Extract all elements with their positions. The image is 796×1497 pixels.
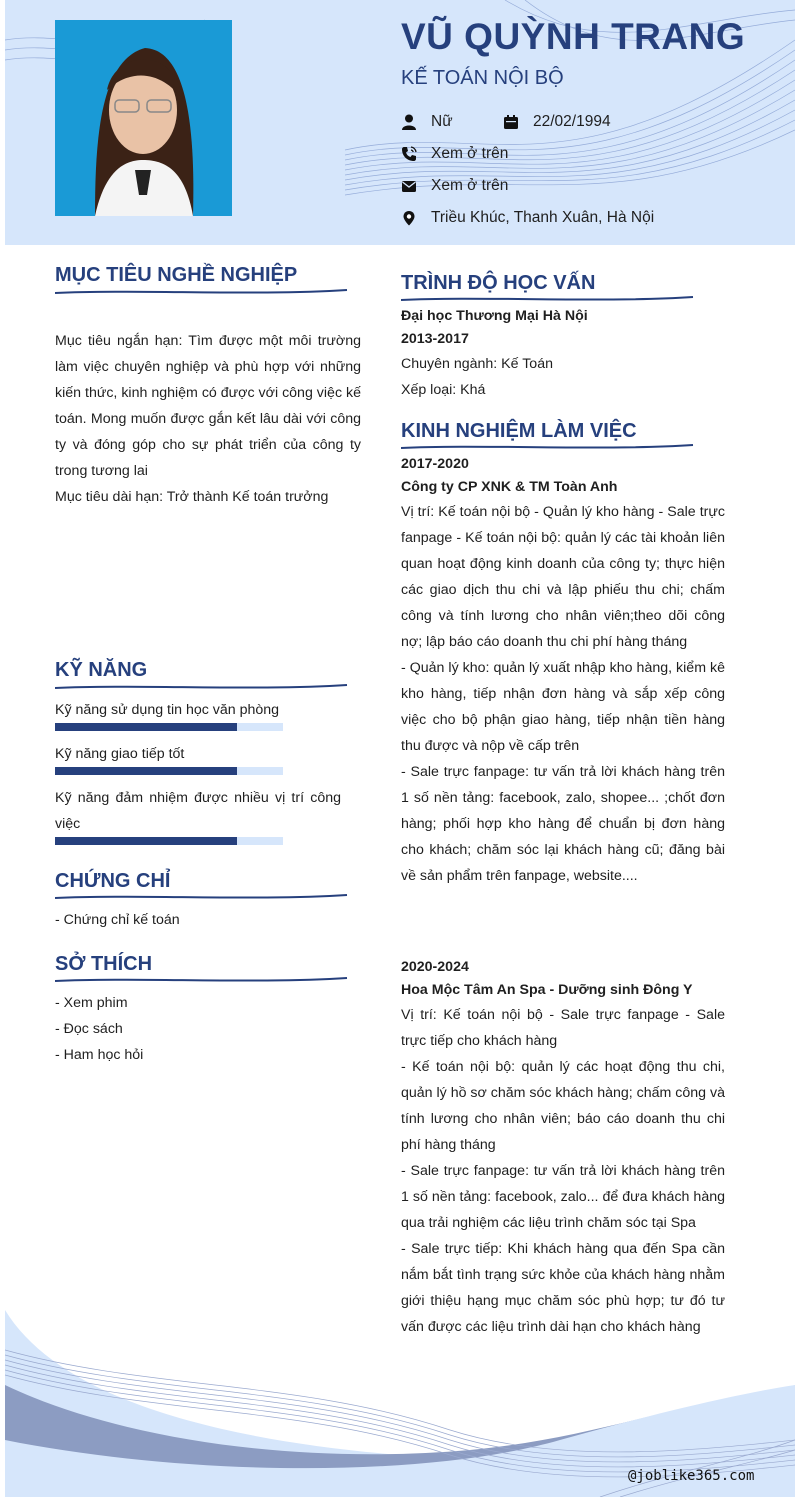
experience-heading: KINH NGHIỆM LÀM VIỆC [401, 420, 637, 442]
job-period: 2020-2024 [401, 959, 469, 975]
skill-label: Kỹ năng giao tiếp tốt [55, 746, 185, 762]
hobbies-heading: SỞ THÍCH [55, 953, 153, 975]
skill-bar-fill [55, 723, 237, 731]
job-detail: Vị trí: Kế toán nội bộ - Quản lý kho hàng - Sale trực fanpage - Kế toán nội bộ: quản lý các tài khoản liên quan hoạt động kinh doanh của công ty; thực hiện các giao dịch thu chi và lập phiếu thu chi; chấm công và tính lương cho nhân viên;theo dõi công nợ; lập báo cáo doanh thu chi phí hàng tháng [401, 504, 725, 650]
location-pin-icon [401, 210, 417, 226]
person-icon [401, 114, 417, 130]
candidate-name: VŨ QUỲNH TRANG [401, 16, 746, 57]
gender-row [401, 113, 453, 131]
gender-value: Nữ [431, 113, 453, 130]
hobby-item: - Xem phim [55, 995, 128, 1011]
phone-row [401, 145, 508, 163]
education-period: 2013-2017 [401, 331, 469, 347]
job-company: Công ty CP XNK & TM Toàn Anh [401, 479, 618, 495]
address-row [401, 209, 654, 227]
job-detail: - Kế toán nội bộ: quản lý các hoạt động thu chi, quản lý hồ sơ chăm sóc khách hàng; chấm công và tính lương cho nhân viên; báo cáo doanh thu chi phí hàng tháng [401, 1059, 725, 1153]
hobbies-heading-underline [55, 975, 350, 985]
footer-wave-decoration [0, 1290, 796, 1497]
skills-heading: KỸ NĂNG [55, 659, 148, 681]
experience-heading-underline [401, 442, 696, 452]
skill-label: Kỹ năng sử dụng tin học văn phòng [55, 702, 280, 718]
job-company: Hoa Mộc Tâm An Spa - Dưỡng sinh Đông Y [401, 982, 693, 998]
watermark: @joblike365.com [628, 1468, 755, 1484]
certificates-heading-underline [55, 892, 350, 902]
hobby-item: - Ham học hỏi [55, 1047, 144, 1063]
skill-bar-fill [55, 767, 237, 775]
job-detail: - Sale trực tiếp: Khi khách hàng qua đến Spa cần nắm bắt tình trạng sức khỏe của khách hàng nhằm giới thiệu hạng mục chăm sóc phù hợp; tư đó tư vấn được các liệu trình dài hạn cho khách hàng [401, 1241, 725, 1335]
certificates-heading: CHỨNG CHỈ [55, 870, 171, 892]
birthdate-value: 22/02/1994 [533, 113, 611, 130]
skills-heading-underline [55, 682, 350, 692]
candidate-job-title: KẾ TOÁN NỘI BỘ [401, 67, 564, 89]
birthdate-row [503, 113, 611, 131]
objective-heading: MỤC TIÊU NGHỀ NGHIỆP [55, 264, 298, 286]
skill-bar [55, 767, 283, 775]
phone-icon [401, 146, 417, 162]
address-value: Triều Khúc, Thanh Xuân, Hà Nội [431, 209, 655, 226]
objective-long-term: Mục tiêu dài hạn: Trở thành Kế toán trưởng [55, 489, 329, 505]
job-period: 2017-2020 [401, 456, 469, 472]
phone-value: Xem ở trên [431, 145, 509, 162]
objective-heading-underline [55, 287, 350, 297]
skill-bar-fill [55, 837, 237, 845]
email-value: Xem ở trên [431, 177, 509, 194]
job-detail: - Sale trực fanpage: tư vấn trả lời khách hàng trên 1 số nền tảng: facebook, zalo... để đưa khách hàng qua trải nghiệm các liệu trình chăm sóc tại Spa [401, 1163, 725, 1231]
objective-short-term: Mục tiêu ngắn hạn: Tìm được một môi trường làm việc chuyên nghiệp và phù hợp với những kiến thức, kinh nghiệm có được với công việc kế toán. Mong muốn được gắn kết lâu dài với công ty và đóng góp cho sự phát triển của công ty trong tương lai [55, 333, 361, 479]
job-detail: Vị trí: Kế toán nội bộ - Sale trực fanpage - Sale trực tiếp cho khách hàng [401, 1007, 725, 1049]
skill-bar [55, 723, 283, 731]
skill-bar [55, 837, 283, 845]
education-major: Chuyên ngành: Kế Toán [401, 356, 553, 372]
education-heading: TRÌNH ĐỘ HỌC VẤN [401, 272, 596, 294]
hobby-item: - Đọc sách [55, 1021, 123, 1037]
job-detail: - Quản lý kho: quản lý xuất nhập kho hàng, kiểm kê kho hàng, tiếp nhận đơn hàng và sắp xếp công việc cho bộ phận giao hàng, tiếp nhận tiền hàng thu được và nộp về cấp trên [401, 660, 725, 754]
skill-label: Kỹ năng đảm nhiệm được nhiều vị trí công việc [55, 790, 341, 832]
education-heading-underline [401, 294, 696, 304]
envelope-icon [401, 178, 417, 194]
education-grade: Xếp loại: Khá [401, 382, 486, 398]
calendar-icon [503, 114, 519, 130]
certificate-item: - Chứng chỉ kế toán [55, 912, 180, 928]
profile-photo [55, 20, 232, 216]
job-detail: - Sale trực fanpage: tư vấn trả lời khách hàng trên 1 số nền tảng: facebook, zalo, shopee... ;chốt đơn hàng; phối hợp kho hàng để chuẩn bị đơn hàng cho khách; chăm sóc lại khách hàng cũ; đăng bài về sản phẩm trên fanpage, website.... [401, 764, 725, 884]
email-row [401, 177, 508, 195]
education-school: Đại học Thương Mại Hà Nội [401, 308, 588, 324]
